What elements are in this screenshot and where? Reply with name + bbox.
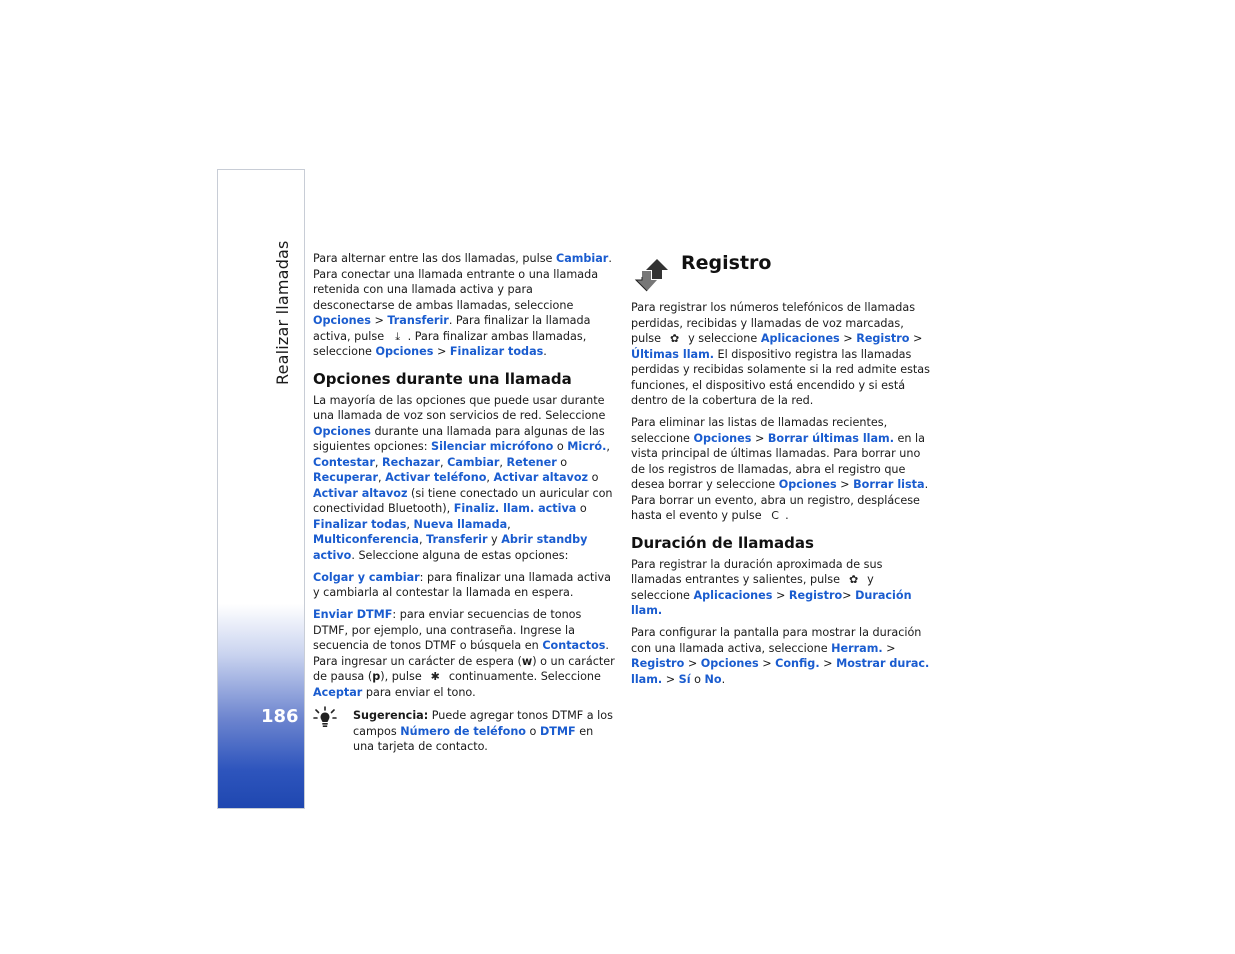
body-text: >: [772, 588, 789, 602]
body-text: El dispositivo registra las llamadas perdidas y recibidas solamente si la red admite estas funciones, el dispositivo está encendido y si está dentro de la cobertura de la red.: [631, 347, 930, 407]
body-text: >: [684, 657, 701, 670]
menu-command-text: Opciones: [693, 431, 752, 445]
menu-command-text: Finalizar todas: [313, 517, 407, 531]
body-text: Para configurar la pantalla para mostrar la duración con una llamada activa, seleccione: [631, 626, 922, 655]
body-text: .: [785, 509, 789, 522]
body-text: . Para ingresar un carácter de espera (: [313, 639, 609, 668]
body-text: . Para conectar una llamada entrante o una llamada retenida con una llamada activa y para desconectarse de ambas llamadas, seleccione: [313, 252, 612, 312]
menu-key-icon: ✿: [848, 573, 859, 586]
body-text: en la vista principal de últimas llamadas. Para borrar uno de los registros de llamadas, abra el registro que desea borrar y seleccione: [631, 431, 926, 491]
body-text: continuamente. Seleccione: [445, 670, 601, 683]
body-text: La mayoría de las opciones que puede usar durante una llamada de voz son servicios de red. Seleccione: [313, 393, 606, 422]
body-text: ) o un carácter de pausa (: [313, 654, 615, 683]
body-text: >: [842, 588, 856, 602]
body-text: Para registrar los números telefónicos de llamadas perdidas, recibidas y llamadas de voz marcadas, pulse: [631, 301, 916, 345]
menu-command-text: Número de teléfono: [400, 724, 526, 738]
body-text: >: [758, 657, 776, 670]
body-text: >: [909, 332, 923, 345]
menu-command-text: Contactos: [542, 639, 606, 652]
lightbulb-icon: [313, 706, 337, 730]
menu-command-text: Últimas llam.: [631, 347, 714, 361]
heading-opciones: Opciones durante una llamada: [313, 369, 572, 388]
menu-key-icon: ✿: [669, 332, 680, 345]
body-text: .: [721, 672, 726, 686]
tip-box: [313, 708, 615, 755]
body-text: ,: [507, 517, 511, 531]
tip-text: [353, 709, 613, 753]
menu-command-text: Aplicaciones: [693, 588, 773, 602]
body-text: o: [588, 471, 599, 484]
menu-command-text: Config.: [775, 657, 820, 670]
menu-command-text: Activar teléfono: [385, 471, 487, 484]
body-text: y: [487, 533, 502, 546]
menu-command-text: Opciones: [375, 345, 434, 358]
menu-command-text: Multiconferencia: [313, 533, 419, 546]
body-text: ,: [439, 455, 448, 469]
menu-command-text: Rechazar: [382, 455, 440, 469]
body-text: ,: [377, 471, 386, 484]
body-text: o: [553, 440, 568, 453]
body-text: >: [433, 345, 450, 358]
menu-command-text: Transferir: [387, 314, 449, 327]
body-text: ,: [499, 455, 507, 469]
body-text: o: [576, 502, 587, 515]
menu-command-text: Cambiar: [447, 455, 500, 469]
menu-command-text: Opciones: [700, 657, 759, 670]
body-text: >: [836, 478, 854, 491]
menu-command-text: Sí: [678, 672, 691, 686]
menu-command-text: Activar altavoz: [313, 486, 408, 500]
paragraph: [631, 557, 933, 619]
menu-command-text: Aceptar: [313, 685, 363, 699]
body-text: o: [525, 724, 540, 738]
bold-text: Sugerencia:: [353, 709, 429, 722]
body-text: ,: [406, 517, 414, 531]
paragraph: [313, 251, 615, 360]
menu-command-text: Opciones: [778, 478, 837, 491]
menu-command-text: Aplicaciones: [760, 332, 840, 345]
body-text: : para finalizar una llamada activa y cambiarla al contestar la llamada en espera.: [313, 570, 611, 599]
body-text: >: [751, 431, 768, 445]
body-text: durante una llamada para algunas de las siguientes opciones:: [313, 424, 605, 453]
body-text: y seleccione: [631, 573, 874, 602]
menu-command-text: Colgar y cambiar: [313, 570, 420, 584]
body-text: ,: [606, 440, 610, 453]
menu-command-text: Mostrar durac. llam.: [631, 657, 930, 686]
menu-command-text: Opciones: [313, 314, 371, 327]
body-text: . Para borrar un evento, abra un registro, desplácese hasta el evento y pulse: [631, 478, 929, 522]
page-number: 186: [261, 706, 299, 727]
menu-command-text: Abrir standby activo: [313, 533, 588, 562]
body-text: . Para finalizar ambas llamadas, seleccione: [313, 329, 587, 358]
paragraph: [631, 415, 933, 524]
menu-command-text: Registro: [631, 657, 685, 670]
menu-command-text: Transferir: [426, 533, 488, 546]
menu-command-text: Cambiar: [555, 252, 609, 265]
body-text: (si tiene conectado un auricular con conectividad Bluetooth),: [313, 486, 613, 515]
bold-text: w: [521, 654, 533, 668]
asterisk-key-icon: ✱: [430, 670, 440, 683]
right-column: [631, 300, 933, 694]
body-text: Puede agregar tonos DTMF a los campos: [353, 709, 613, 738]
menu-command-text: Registro: [788, 588, 843, 602]
body-text: Para registrar la duración aproximada de sus llamadas entrantes y salientes, pulse: [631, 557, 883, 586]
body-text: o: [690, 672, 705, 686]
body-text: ,: [418, 533, 427, 546]
body-text: >: [819, 657, 837, 670]
menu-command-text: Finalizar todas: [449, 345, 544, 358]
menu-command-text: DTMF: [539, 724, 576, 738]
body-text: >: [370, 314, 388, 327]
menu-command-text: Retener: [506, 455, 557, 469]
bold-text: p: [372, 670, 381, 683]
menu-command-text: Contestar: [313, 455, 375, 469]
menu-command-text: Borrar lista: [853, 478, 925, 491]
body-text: Para eliminar las listas de llamadas recientes, seleccione: [631, 416, 888, 445]
body-text: ,: [486, 471, 494, 484]
menu-command-text: Enviar DTMF: [313, 608, 393, 621]
menu-command-text: Borrar últimas llam.: [767, 431, 894, 445]
paragraph: [313, 570, 615, 601]
body-text: o: [556, 455, 568, 469]
menu-command-text: Micró.: [567, 440, 607, 453]
menu-command-text: Duración llam.: [631, 588, 912, 617]
body-text: . Para finalizar la llamada activa, pulse: [313, 314, 591, 343]
menu-command-text: Silenciar micrófono: [431, 440, 554, 453]
body-text: : para enviar secuencias de tonos DTMF, por ejemplo, una contraseña. Ingrese la secuencia de tonos DTMF o búsquela en: [313, 608, 582, 652]
registro-header: [631, 252, 951, 292]
paragraph: [313, 393, 615, 564]
paragraph: [631, 300, 933, 409]
clear-key-icon: C: [771, 509, 779, 522]
body-text: para enviar el tono.: [362, 685, 476, 699]
menu-command-text: Opciones: [313, 424, 371, 438]
menu-command-text: Nueva llamada: [413, 517, 508, 531]
end-call-icon: ⤓: [395, 329, 401, 343]
body-text: ,: [374, 455, 382, 469]
menu-command-text: Recuperar: [313, 471, 378, 484]
paragraph: [631, 625, 933, 687]
menu-command-text: Finaliz. llam. activa: [453, 502, 577, 515]
body-text: en una tarjeta de contacto.: [353, 724, 594, 753]
heading-duracion: Duración de llamadas: [631, 533, 814, 552]
body-text: . Seleccione alguna de estas opciones:: [351, 548, 569, 562]
log-arrows-icon: [633, 257, 671, 293]
body-text: .: [543, 345, 547, 358]
paragraph: [313, 607, 615, 700]
menu-command-text: Herram.: [831, 641, 883, 655]
body-text: ), pulse: [380, 670, 426, 683]
body-text: Para alternar entre las dos llamadas, pulse: [313, 252, 556, 265]
left-column: [313, 251, 615, 755]
section-title: Realizar llamadas: [273, 240, 292, 385]
menu-command-text: Registro: [856, 332, 910, 345]
body-text: >: [882, 641, 896, 655]
body-text: >: [662, 672, 679, 686]
registro-title: Registro: [681, 252, 772, 274]
menu-command-text: Activar altavoz: [493, 471, 589, 484]
menu-command-text: No: [704, 672, 722, 686]
body-text: y seleccione: [684, 332, 761, 345]
body-text: >: [839, 332, 857, 345]
